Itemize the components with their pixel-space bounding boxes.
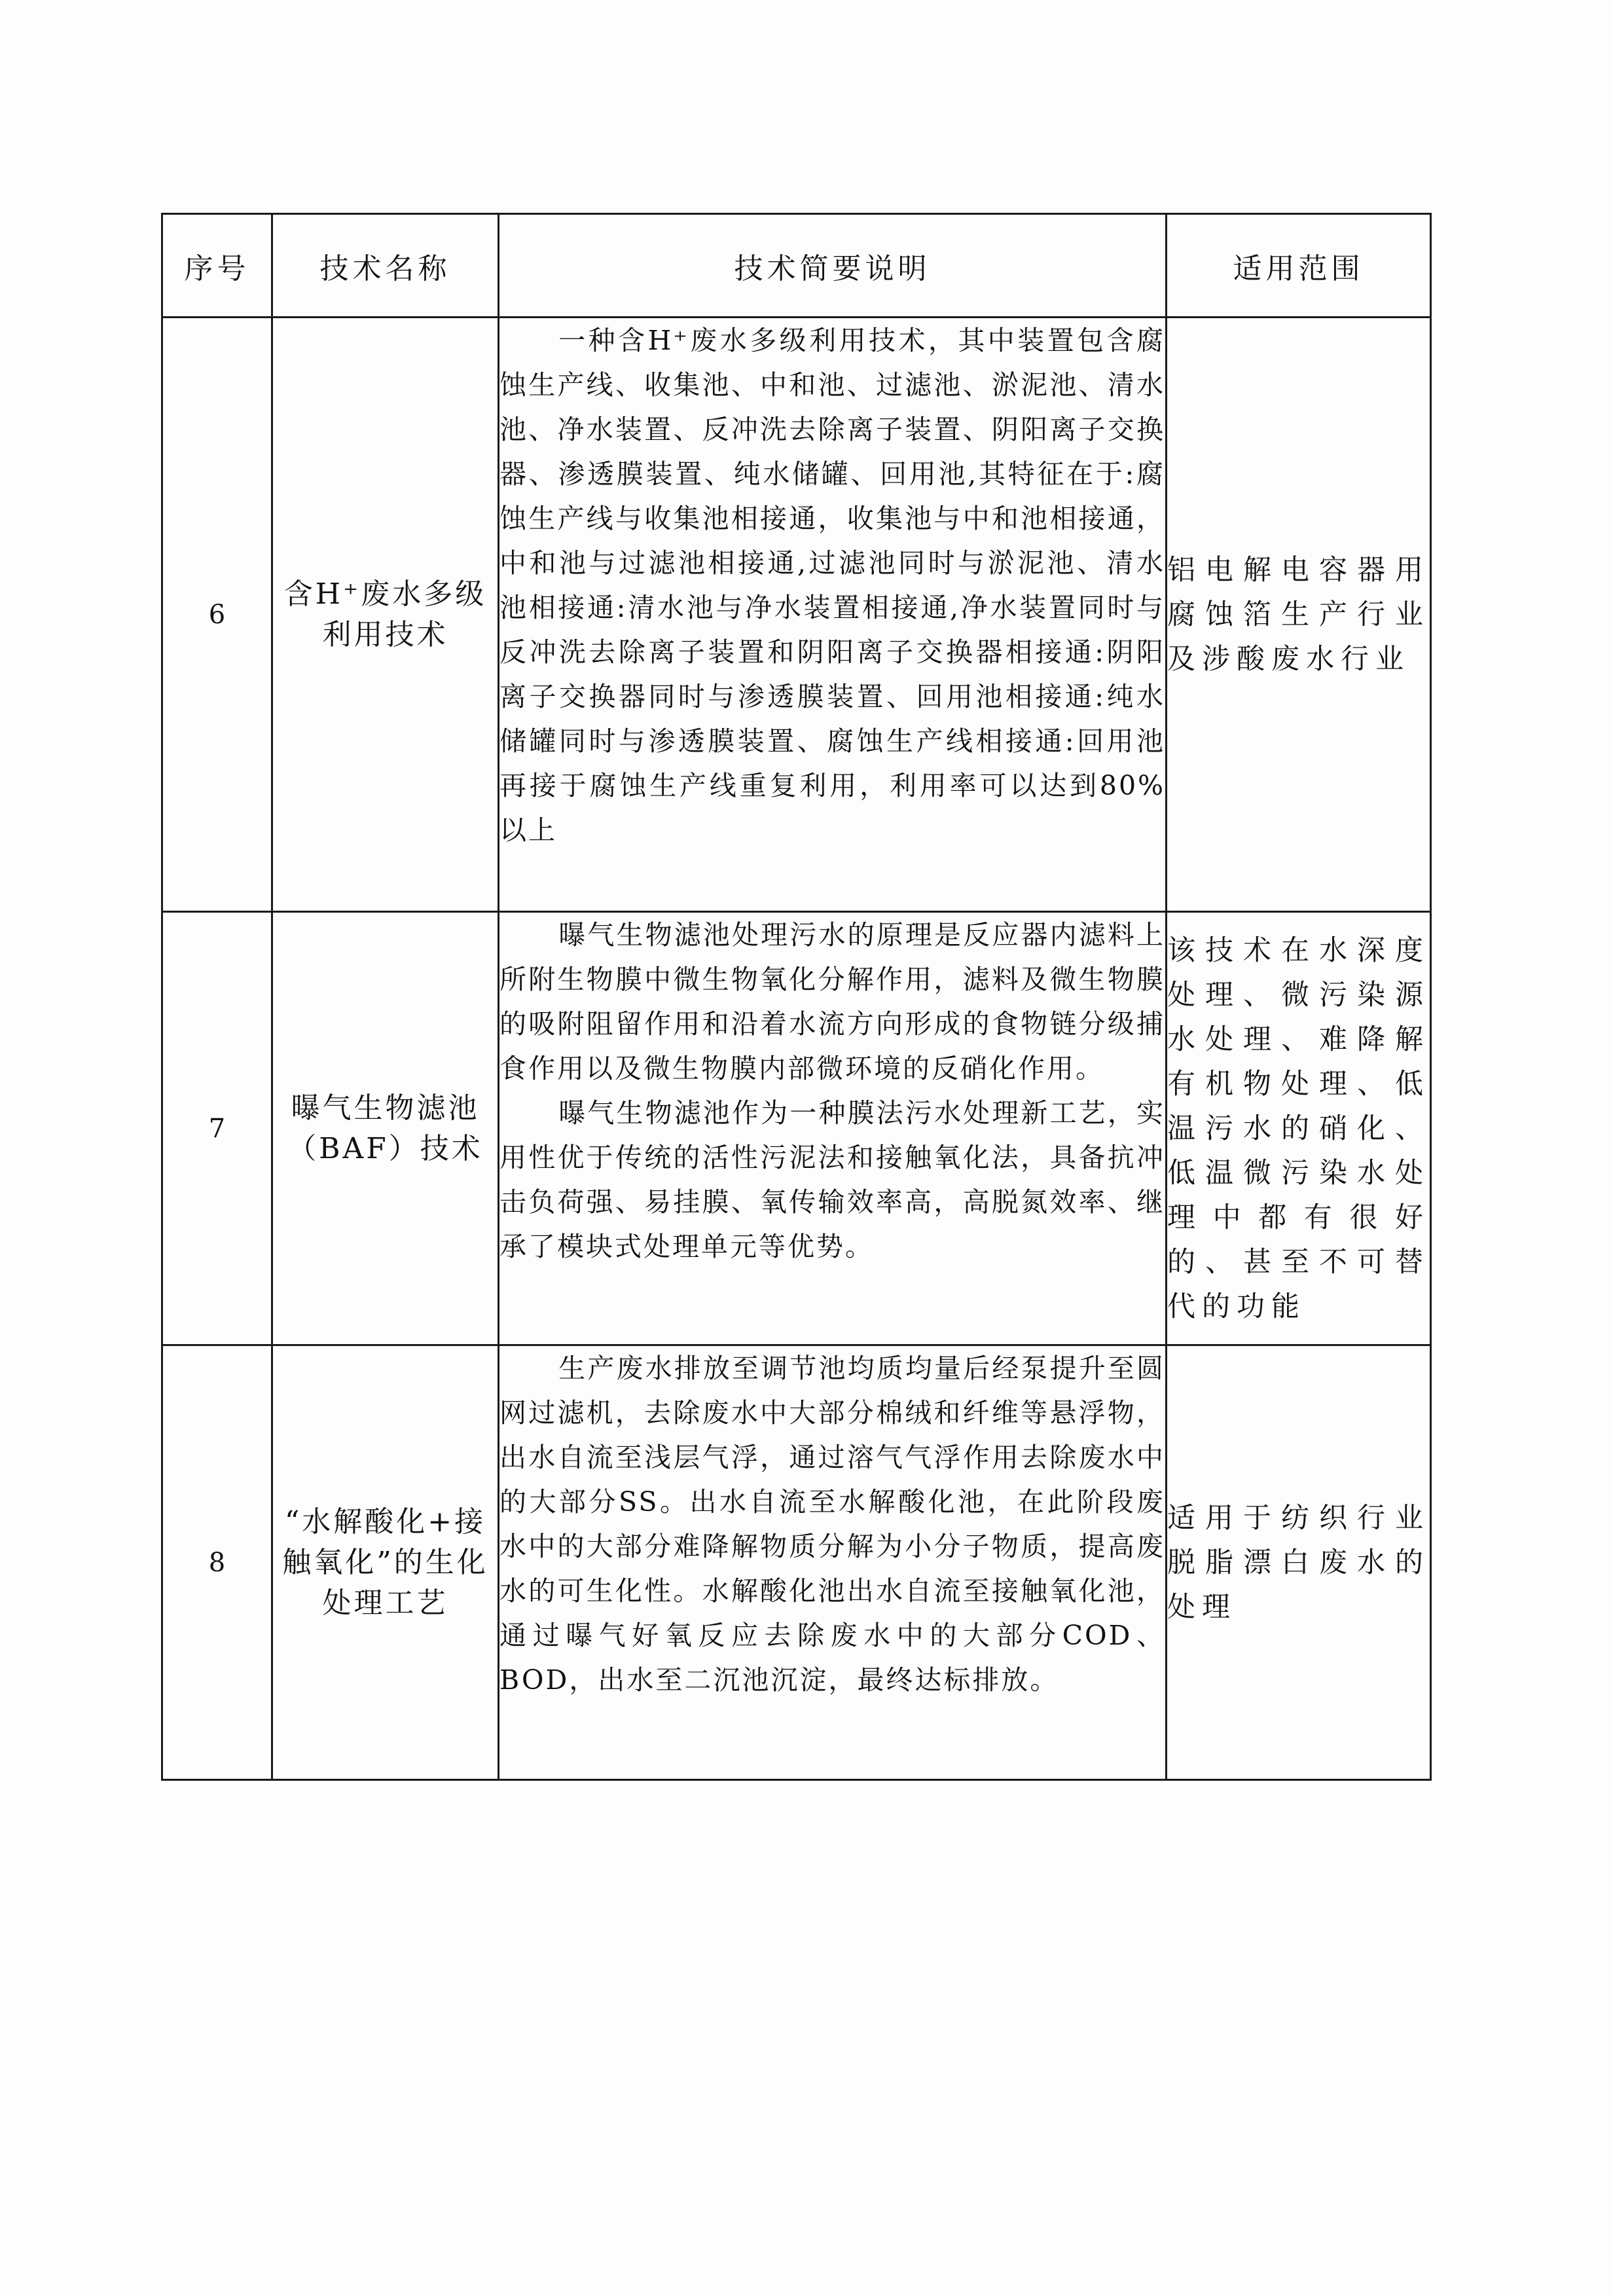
- table-row: [162, 912, 1431, 1345]
- tech-scope: [1167, 318, 1431, 912]
- header-desc: 技术简要说明: [499, 214, 1167, 318]
- tech-description: [499, 318, 1167, 912]
- header-scope: 适用范围: [1167, 214, 1431, 318]
- scope-text: 该技术在水深度处理、微污染源水处理、难降解有机物处理、低温污水的硝化、低温微污染水处理中都有很好的、甚至不可替代的功能: [1167, 934, 1430, 1323]
- description-paragraph: 曝气生物滤池处理污水的原理是反应器内滤料上所附生物膜中微生物氧化分解作用，滤料及微生物膜的吸附阻留作用和沿着水流方向形成的食物链分级捕食作用以及微生物膜内部微环境的反硝化作用。: [499, 919, 1165, 1084]
- row-number: 6: [162, 318, 272, 912]
- table-header-row: [162, 214, 1431, 318]
- technology-table: [161, 213, 1432, 1781]
- tech-scope: [1167, 912, 1431, 1345]
- tech-name: 含H⁺废水多级利用技术: [272, 318, 499, 912]
- description-paragraph: 一种含H⁺废水多级利用技术，其中装置包含腐蚀生产线、收集池、中和池、过滤池、淤泥池、清水池、净水装置、反冲洗去除离子装置、阴阳离子交换器、渗透膜装置、纯水储罐、回用池,其特征在于:腐蚀生产线与收集池相接通，收集池与中和池相接通，中和池与过滤池相接通,过滤池同时与淤泥池、清水池相接通:清水池与净水装置相接通,净水装置同时与反冲洗去除离子装置和阴阳离子交换器相接通:阴阳离子交换器同时与渗透膜装置、回用池相接通:纯水储罐同时与渗透膜装置、腐蚀生产线相接通:回用池再接于腐蚀生产线重复利用，利用率可以达到80%以上: [499, 325, 1165, 846]
- table-row: [162, 318, 1431, 912]
- row-number: 7: [162, 912, 272, 1345]
- table-row: [162, 1345, 1431, 1780]
- scope-text: 铝电解电容器用腐蚀箔生产行业及涉酸废水行业: [1167, 553, 1430, 676]
- tech-scope: [1167, 1345, 1431, 1780]
- row-number: 8: [162, 1345, 272, 1780]
- header-num: 序号: [162, 214, 272, 318]
- scope-text: 适用于纺织行业脱脂漂白废水的处理: [1167, 1501, 1430, 1624]
- tech-name: 曝气生物滤池（BAF）技术: [272, 912, 499, 1345]
- tech-description: [499, 912, 1167, 1345]
- description-paragraph: 生产废水排放至调节池均质均量后经泵提升至圆网过滤机，去除废水中大部分棉绒和纤维等悬浮物，出水自流至浅层气浮，通过溶气气浮作用去除废水中的大部分SS。出水自流至水解酸化池，在此阶段废水中的大部分难降解物质分解为小分子物质，提高废水的可生化性。水解酸化池出水自流至接触氧化池，通过曝气好氧反应去除废水中的大部分COD、BOD，出水至二沉池沉淀，最终达标排放。: [499, 1353, 1165, 1696]
- description-paragraph: 曝气生物滤池作为一种膜法污水处理新工艺，实用性优于传统的活性污泥法和接触氧化法，具备抗冲击负荷强、易挂膜、氧传输效率高，高脱氮效率、继承了模块式处理单元等优势。: [499, 1097, 1165, 1262]
- tech-description: [499, 1345, 1167, 1780]
- header-name: 技术名称: [272, 214, 499, 318]
- tech-name: “水解酸化+接触氧化”的生化处理工艺: [272, 1345, 499, 1780]
